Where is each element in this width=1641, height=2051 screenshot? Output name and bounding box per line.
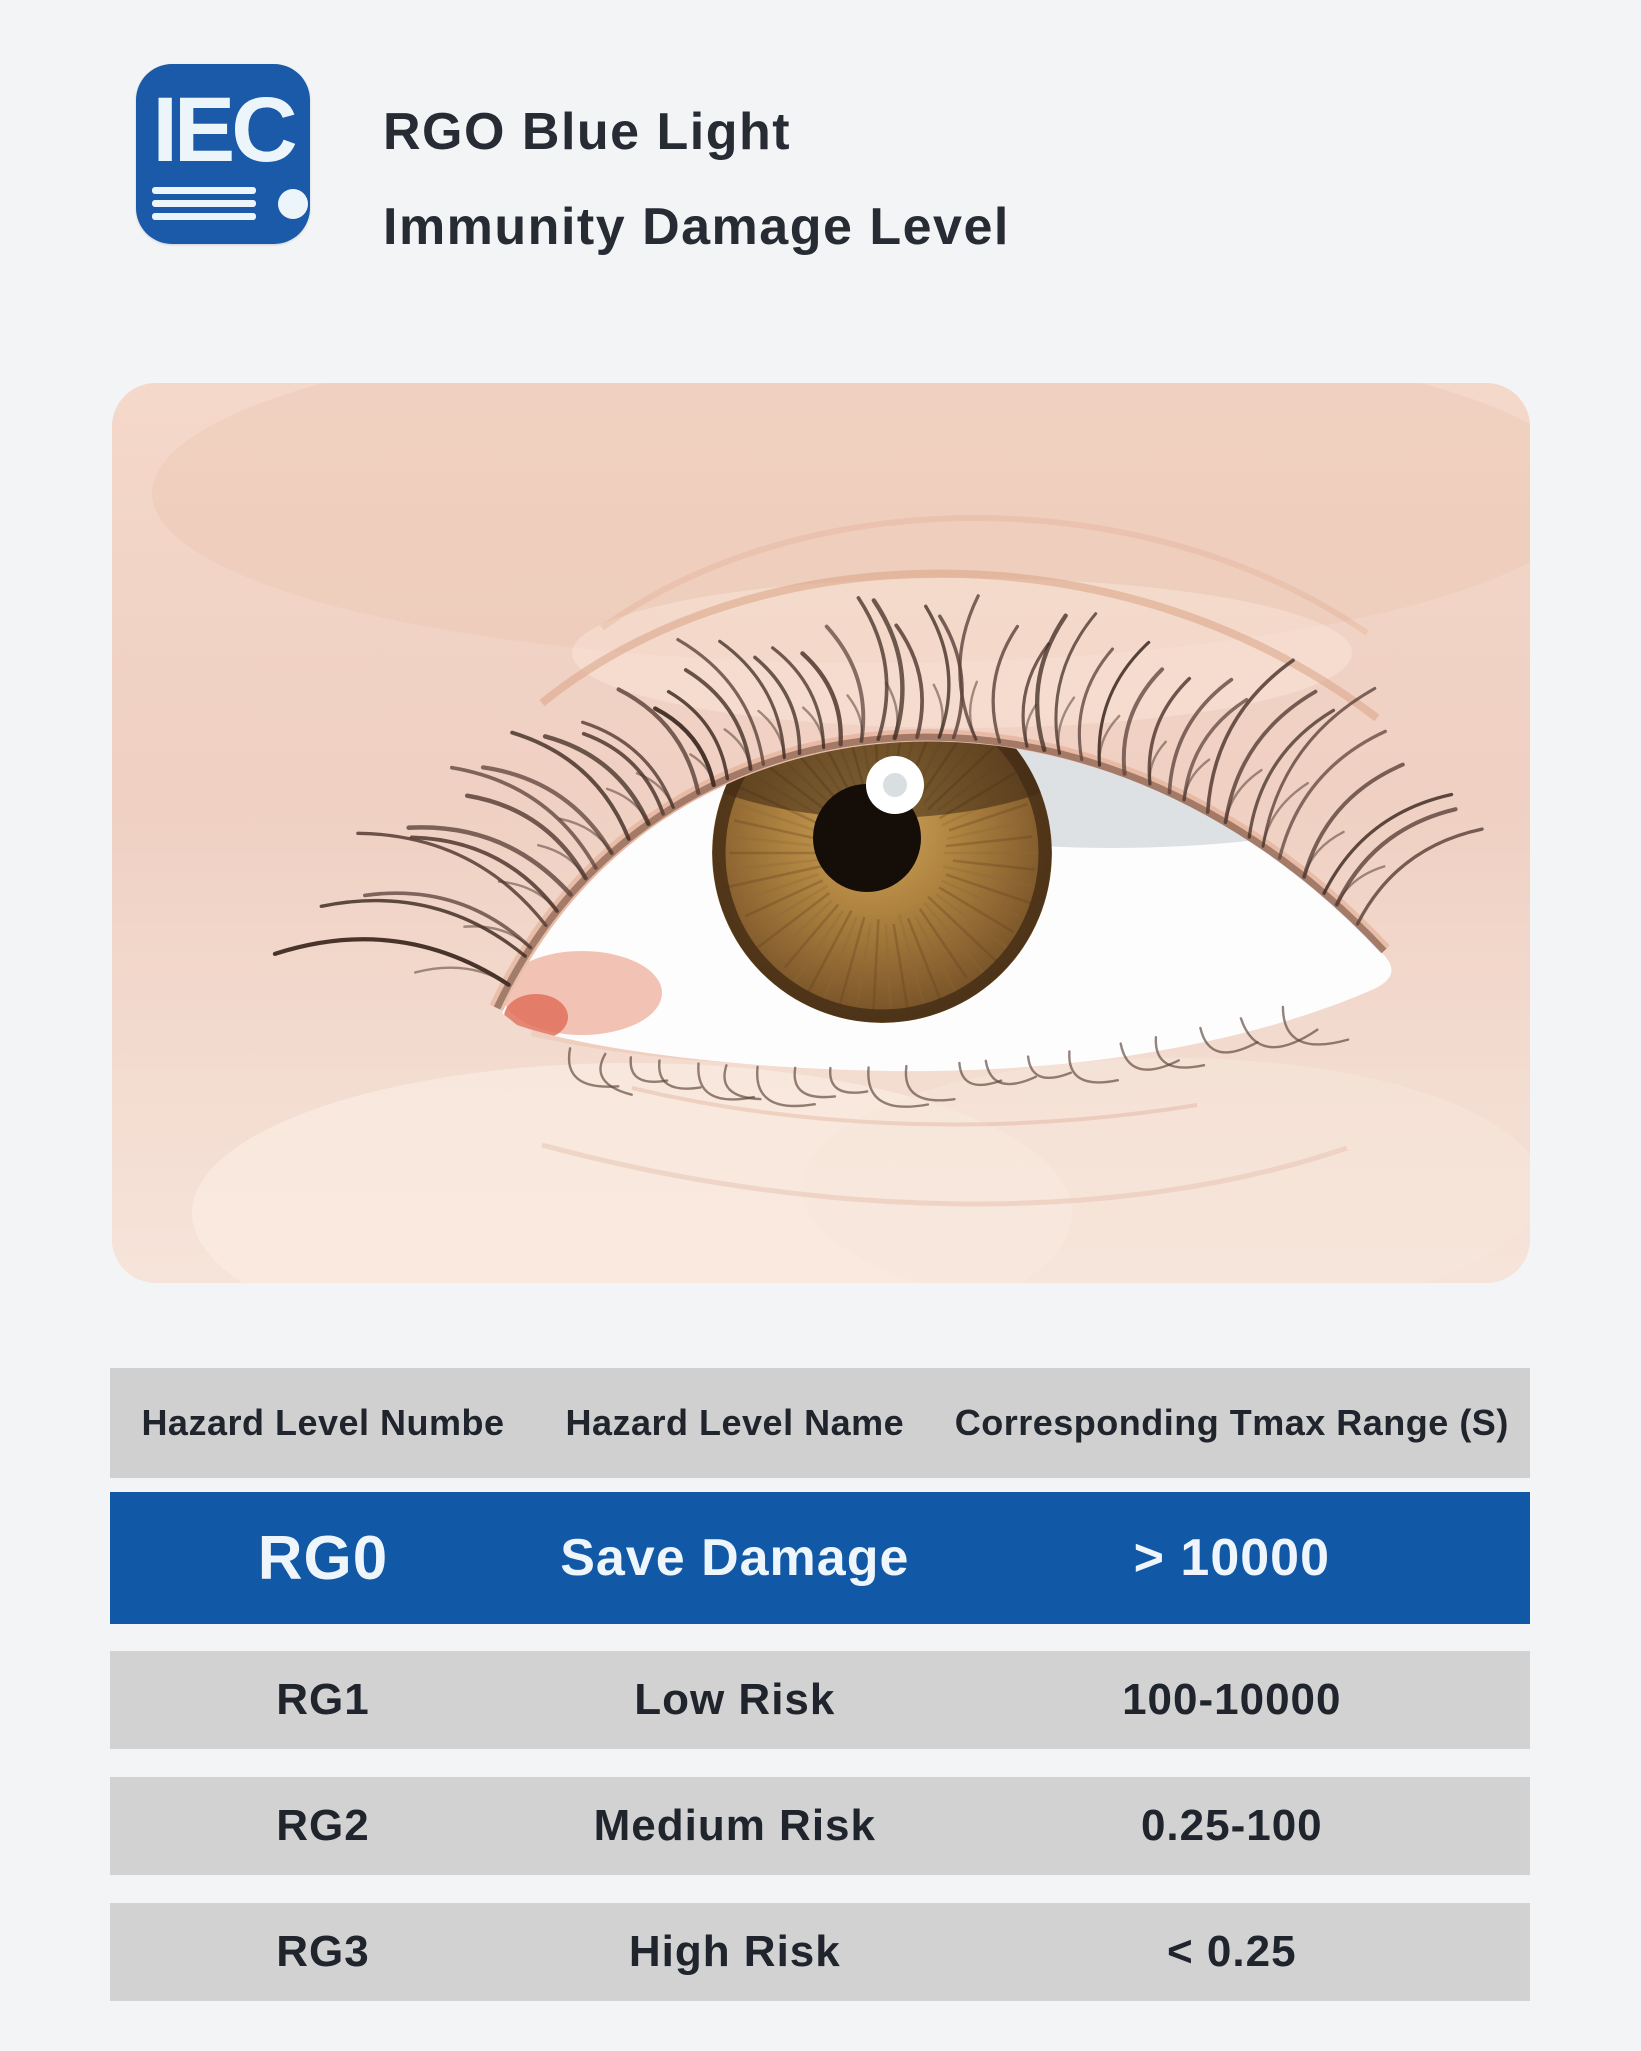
eye-photo [112, 383, 1530, 1283]
hazard-level-number: RG2 [276, 1801, 370, 1850]
hazard-level-name: Medium Risk [593, 1801, 876, 1850]
eye-illustration [112, 383, 1530, 1283]
hazard-table [110, 1368, 1530, 2001]
column-header-tmax-range: Corresponding Tmax Range (S) [954, 1402, 1509, 1443]
iec-logo [136, 64, 310, 244]
title-line-1: RGO Blue Light [383, 103, 792, 161]
hazard-level-name: High Risk [628, 1927, 841, 1976]
table-body [110, 1492, 1530, 2001]
column-header-level-number: Hazard Level Numbe [141, 1402, 505, 1443]
table-row [110, 1492, 1530, 1624]
page-title [383, 103, 1010, 296]
tmax-range-value: < 0.25 [1167, 1927, 1297, 1976]
hazard-level-number: RG3 [276, 1927, 370, 1976]
tmax-range-value: > 10000 [1133, 1529, 1330, 1587]
column-header-level-name: Hazard Level Name [565, 1402, 905, 1443]
table-row [110, 1903, 1530, 2001]
iec-logo-dot-icon [278, 189, 308, 219]
hazard-level-name: Low Risk [634, 1675, 836, 1724]
hazard-level-number: RG1 [276, 1675, 370, 1724]
table-row [110, 1777, 1530, 1875]
table-row [110, 1651, 1530, 1749]
iec-logo-lines-icon [152, 187, 294, 220]
hazard-level-number: RG0 [257, 1523, 389, 1593]
table-header-row [110, 1368, 1530, 1478]
hazard-level-name: Save Damage [560, 1529, 910, 1587]
tmax-range-value: 0.25-100 [1140, 1801, 1323, 1850]
tmax-range-value: 100-10000 [1122, 1675, 1342, 1724]
iec-logo-text: IEC [152, 79, 294, 181]
title-line-2: Immunity Damage Level [383, 198, 1010, 256]
